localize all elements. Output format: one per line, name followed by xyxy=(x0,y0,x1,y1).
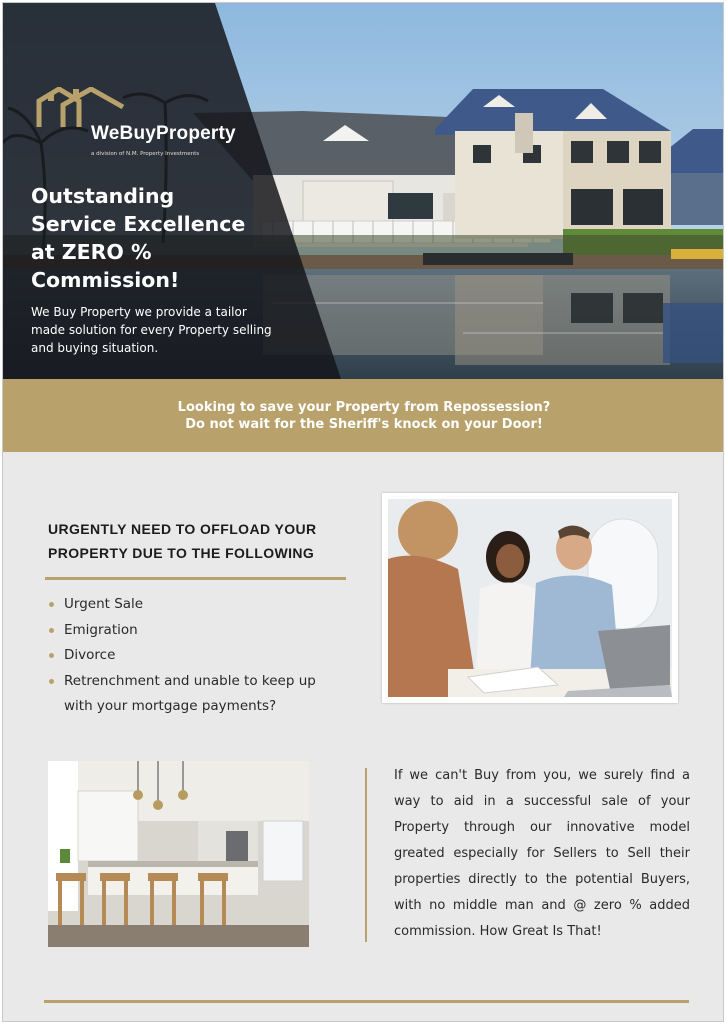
kitchen-photo xyxy=(48,761,309,947)
offload-heading-line: PROPERTY DUE TO THE FOLLOWING xyxy=(48,545,315,561)
model-paragraph: If we can't Buy from you, we surely find a way to aid in a successful sale of your Property through our innovative model greated especially for Sellers to Sell their properties directly to the potential Buyers, with no middle man and @ zero % added commission. How Great Is That! xyxy=(394,768,690,939)
bullet-icon xyxy=(49,653,54,658)
hero-description-line: We Buy Property we provide a tailor xyxy=(31,305,247,319)
reason-list xyxy=(48,592,348,720)
kitchen-photo-illustration xyxy=(48,761,309,947)
brand-name: WeBuyProperty xyxy=(91,123,236,144)
hero-title-line: at ZERO % xyxy=(31,240,152,264)
bullet-icon xyxy=(49,628,54,633)
offload-heading xyxy=(48,517,348,565)
section-divider xyxy=(365,768,367,942)
hero-title xyxy=(31,182,311,294)
list-item xyxy=(48,669,348,720)
couple-photo-illustration xyxy=(388,499,672,697)
banner-line: Do not wait for the Sheriff's knock on your Door! xyxy=(185,416,543,432)
flyer-page xyxy=(2,2,724,1022)
list-item xyxy=(48,592,348,618)
repossession-banner xyxy=(3,379,724,452)
hero-description-line: and buying situation. xyxy=(31,341,159,355)
offload-heading-line: URGENTLY NEED TO OFFLOAD YOUR xyxy=(48,521,317,537)
hero-title-line: Commission! xyxy=(31,268,180,292)
reason-text: Divorce xyxy=(64,647,116,663)
hero-section xyxy=(3,3,724,379)
reason-text: Emigration xyxy=(64,621,138,638)
footer-divider xyxy=(44,1000,689,1003)
reason-text: Retrenchment and unable to keep up with your mortgage payments? xyxy=(64,672,316,714)
hero-description xyxy=(31,303,296,357)
bullet-icon xyxy=(49,602,54,607)
brand-logo xyxy=(35,87,265,167)
banner-line: Looking to save your Property from Repossession? xyxy=(177,399,551,415)
reason-text: Urgent Sale xyxy=(64,596,144,612)
hero-title-line: Service Excellence xyxy=(31,212,246,236)
brand-tagline: a division of N.M. Property Investments xyxy=(91,151,200,157)
bullet-icon xyxy=(49,679,54,684)
list-item xyxy=(48,643,348,669)
heading-divider xyxy=(45,577,346,580)
couple-consultation-photo xyxy=(382,493,678,703)
hero-description-line: made solution for every Property selling xyxy=(31,323,272,337)
hero-title-line: Outstanding xyxy=(31,184,175,208)
list-item xyxy=(48,618,348,644)
